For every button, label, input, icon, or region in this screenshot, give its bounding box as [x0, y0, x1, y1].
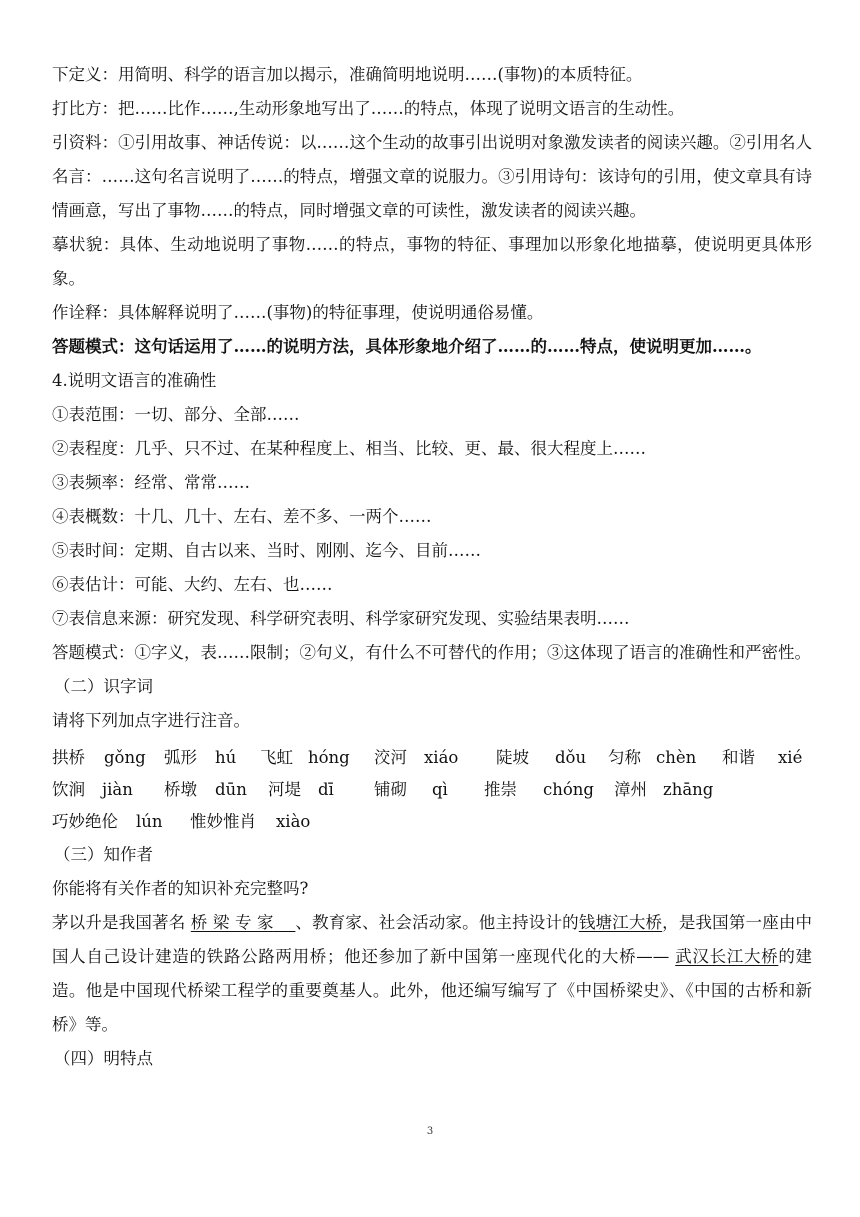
pinyin-cell: 和谐	[722, 748, 755, 767]
accuracy-item-approx: ④表概数：十几、几十、左右、差不多、一两个……	[52, 507, 432, 526]
pinyin-instruction: 请将下列加点字进行注音。	[52, 711, 250, 730]
pinyin-cell: 巧妙绝伦	[52, 812, 118, 831]
section-heading-accuracy: 4.说明文语言的准确性	[52, 371, 217, 390]
accuracy-item-time: ⑤表时间：定期、自古以来、当时、刚刚、迄今、目前……	[52, 541, 481, 560]
author-text: 的建造。他是中国现代桥梁工程学的重要奠基人。此外，他还编写编写了《中国桥梁史》、《中国的古桥和新桥》等。	[52, 947, 813, 1034]
pinyin-cell: zhāng	[663, 780, 714, 799]
author-text: 、教育家、社会活动家。他主持设计的	[295, 913, 579, 932]
definition-line: 下定义：用简明、科学的语言加以揭示，准确简明地说明……(事物)的本质特征。	[52, 65, 643, 84]
answer-template: 答题模式：①字义，表……限制；②句义，有什么不可替代的作用；③这体现了语言的准确性和严密性。	[52, 643, 811, 662]
pinyin-cell: 洨河	[374, 748, 407, 767]
section-heading-author: （三）知作者	[54, 845, 153, 864]
pinyin-cell: 饮涧	[52, 780, 85, 799]
pinyin-cell: gǒng	[104, 748, 146, 767]
pinyin-row	[52, 774, 812, 806]
pinyin-cell: 匀称	[608, 748, 641, 767]
pinyin-cell: chèn	[656, 748, 697, 767]
answer-blank-bridge: 钱塘江大桥	[578, 913, 663, 932]
author-text: 茅以升是我国著名	[52, 913, 186, 932]
pinyin-row	[52, 806, 812, 838]
author-question: 你能将有关作者的知识补充完整吗?	[52, 879, 309, 898]
accuracy-item-source: ⑦表信息来源：研究发现、科学研究表明、科学家研究发现、实验结果表明……	[52, 609, 630, 628]
pinyin-cell: lún	[136, 812, 163, 831]
metaphor-line: 打比方：把……比作……,生动形象地写出了……的特点，体现了说明文语言的生动性。	[52, 99, 685, 118]
pinyin-cell: dūn	[215, 780, 247, 799]
pinyin-cell: 拱桥	[52, 748, 85, 767]
author-paragraph	[52, 906, 812, 1042]
pinyin-cell: 铺砌	[374, 780, 407, 799]
section-heading-words: （二）识字词	[54, 677, 153, 696]
accuracy-item-estimate: ⑥表估计：可能、大约、左右、也……	[52, 575, 333, 594]
pinyin-cell: 河堤	[268, 780, 301, 799]
document-page	[52, 58, 812, 1076]
pinyin-cell: 飞虹	[260, 748, 293, 767]
pinyin-cell: 陡坡	[496, 748, 529, 767]
pinyin-cell: qì	[432, 780, 448, 799]
description-line: 摹状貌：具体、生动地说明了事物……的特点，事物的特征、事理加以形象化地描摹，使说明更具体形象。	[52, 235, 812, 288]
pinyin-cell: 漳州	[614, 780, 647, 799]
pinyin-cell: dǒu	[555, 748, 587, 767]
pinyin-cell: hóng	[308, 748, 350, 767]
pinyin-cell: chóng	[543, 780, 594, 799]
pinyin-cell: xiào	[276, 812, 311, 831]
author-text: ，是我国第一座由中国人自己设计建造的铁路公路两用桥；他还参加了新中国第一座现代化的大桥——	[52, 913, 813, 966]
pinyin-cell: 桥墩	[164, 780, 197, 799]
pinyin-cell: 惟妙惟肖	[190, 812, 256, 831]
accuracy-item-degree: ②表程度：几乎、只不过、在某种程度上、相当、比较、更、最、很大程度上……	[52, 439, 646, 458]
pinyin-cell: xié	[778, 748, 803, 767]
pinyin-row	[52, 742, 812, 774]
answer-blank-profession: 桥 梁 专 家	[190, 913, 274, 932]
pinyin-cell: 弧形	[164, 748, 197, 767]
pinyin-cell: jiàn	[102, 780, 133, 799]
citation-line: 引资料：①引用故事、神话传说：以……这个生动的故事引出说明对象激发读者的阅读兴趣。②引用名人名言：……这句名言说明了……的特点，增强文章的说服力。③引用诗句：该诗句的引用，使文章具有诗情画意，写出了事物……的特点，同时增强文章的可读性，激发读者的阅读兴趣。	[52, 133, 812, 220]
answer-template-bold: 答题模式：这句话运用了……的说明方法，具体形象地介绍了……的……特点，使说明更加……。	[52, 337, 762, 356]
accuracy-item-scope: ①表范围：一切、部分、全部……	[52, 405, 300, 424]
pinyin-cell: xiáo	[424, 748, 459, 767]
explanation-line: 作诠释：具体解释说明了……(事物)的特征事理，使说明通俗易懂。	[52, 303, 544, 322]
accuracy-item-frequency: ③表频率：经常、常常……	[52, 473, 250, 492]
page-number: 3	[426, 1126, 434, 1137]
section-heading-features: （四）明特点	[54, 1049, 153, 1068]
pinyin-cell: 推崇	[484, 780, 517, 799]
pinyin-cell: hú	[215, 748, 237, 767]
answer-blank-wuhan-bridge: 武汉长江大桥	[675, 947, 779, 966]
pinyin-cell: dī	[318, 780, 334, 799]
